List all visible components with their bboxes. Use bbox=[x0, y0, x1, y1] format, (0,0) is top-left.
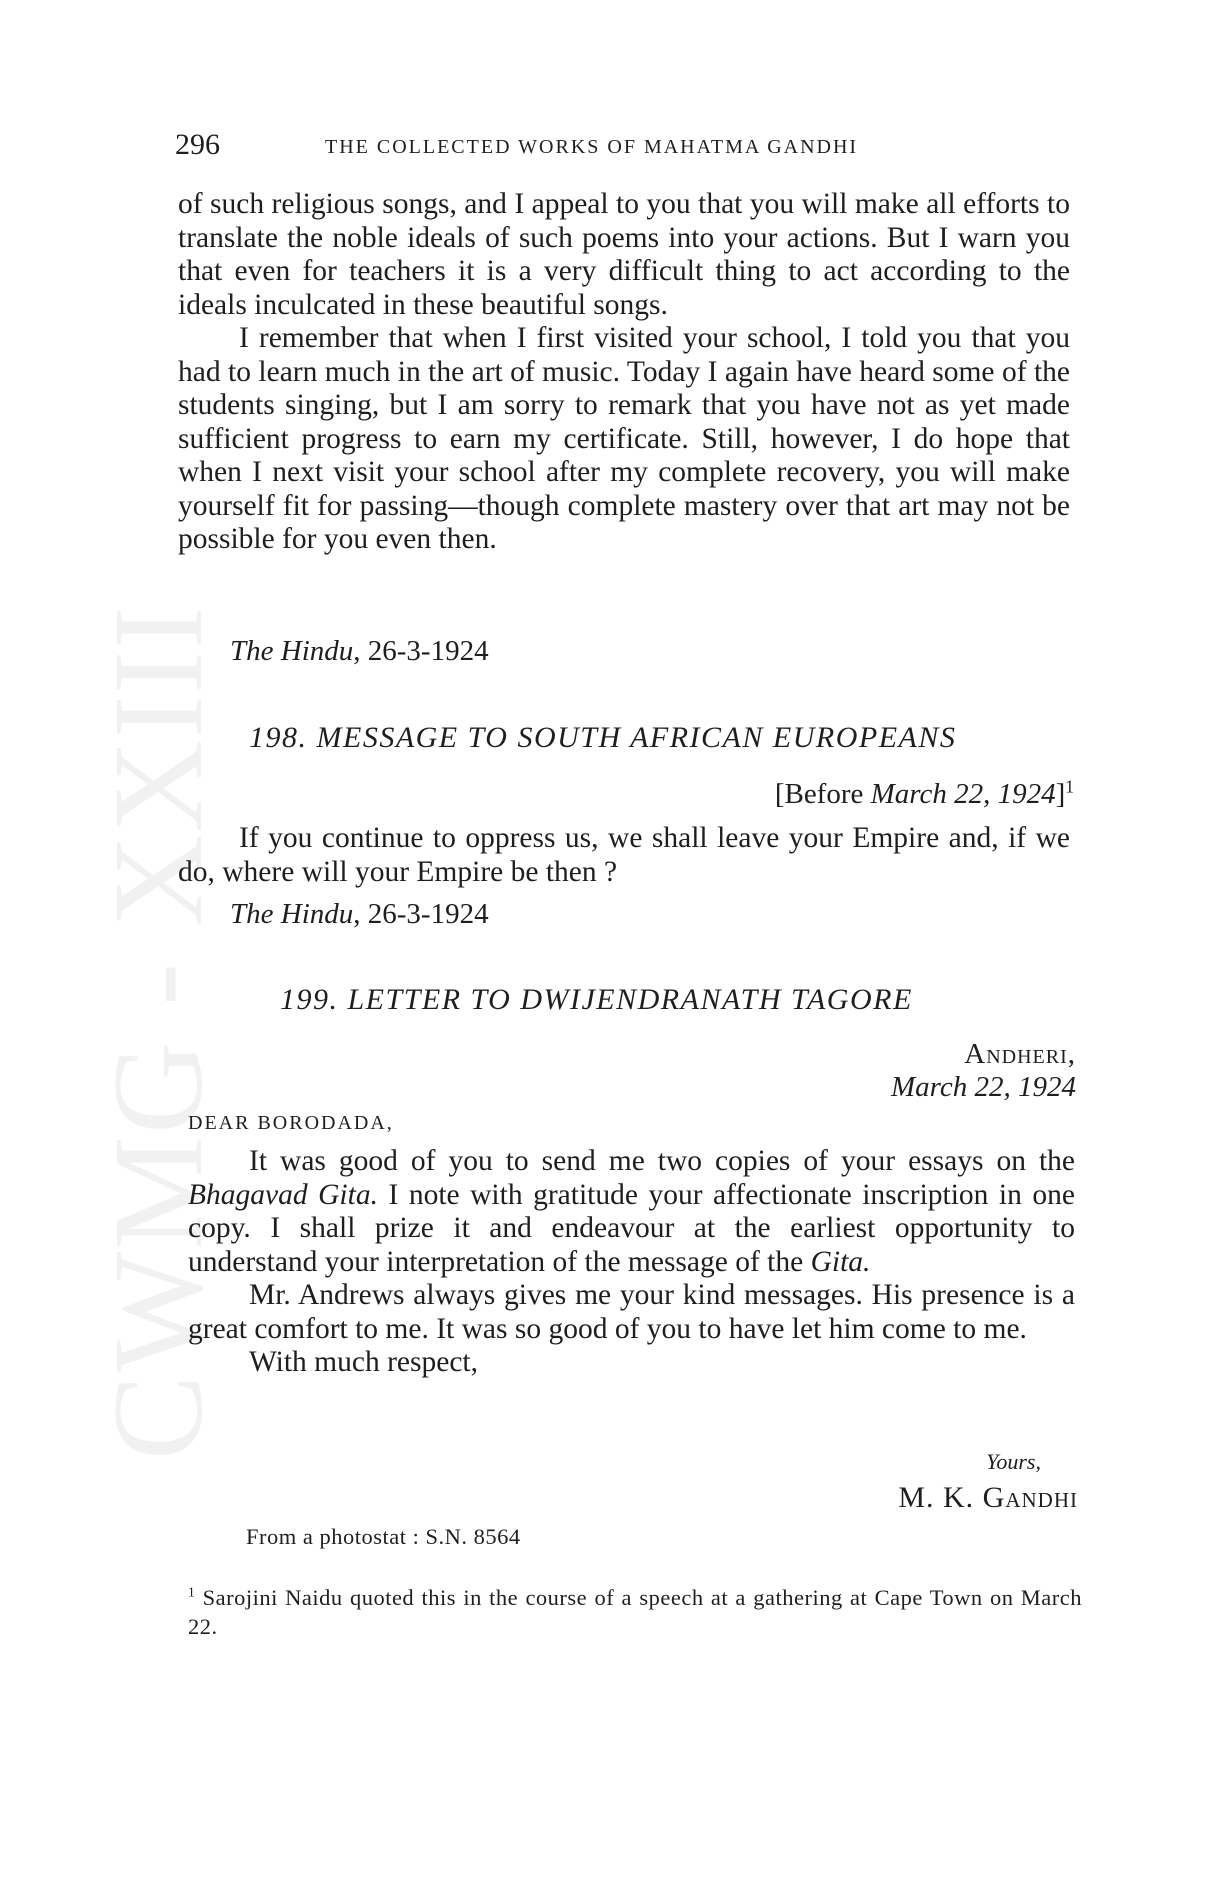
watermark: CWMG - XXIII bbox=[87, 604, 229, 1460]
section-198-body: If you continue to oppress us, we shall leave your Empire and, if we do, where will your Empire be then ? bbox=[178, 822, 1070, 888]
letter-source: From a photostat : S.N. 8564 bbox=[246, 1524, 521, 1549]
letter-place: Andheri, bbox=[964, 1038, 1076, 1070]
book-title: Bhagavad Gita. bbox=[188, 1178, 378, 1211]
section-heading: 199. LETTER TO DWIJENDRANATH TAGORE bbox=[280, 983, 913, 1016]
letter-signature: M. K. Gandhi bbox=[898, 1481, 1078, 1514]
letter-body bbox=[188, 1145, 1075, 1380]
text-run: I note with gratitude your affectionate inscription in one copy. I shall prize it and endeavour at the earliest opportunity to understand your interpretation of the message of the bbox=[188, 1178, 1075, 1278]
source-date: , 26-3-1924 bbox=[353, 635, 489, 667]
section-197-body bbox=[178, 188, 1070, 557]
source-citation bbox=[230, 635, 489, 668]
paragraph: Mr. Andrews always gives me your kind messages. His presence is a great comfort to me. It was so good of you to have let him come to me. bbox=[188, 1279, 1075, 1345]
letter-date: March 22, 1924 bbox=[891, 1071, 1076, 1103]
letter-salutation: DEAR BORODADA, bbox=[188, 1112, 394, 1134]
paragraph bbox=[188, 1145, 1075, 1279]
letter-yours: Yours, bbox=[986, 1449, 1041, 1474]
book-title: Gita. bbox=[810, 1245, 871, 1278]
section-date bbox=[775, 778, 1074, 811]
footnote-text: Sarojini Naidu quoted this in the course of a speech at a gathering at Cape Town on March 22. bbox=[188, 1585, 1082, 1639]
date-prefix: [Before bbox=[774, 778, 871, 810]
text-run: It was good of you to send me two copies of your essays on the bbox=[249, 1145, 1075, 1177]
page-number: 296 bbox=[175, 128, 220, 161]
paragraph: I remember that when I first visited your school, I told you that you had to learn much in the art of music. Today I again have heard some of the students singing, but I am sorry to remark that you have not as yet made sufficient progress to earn my certificate. Still, however, I do hope that when I next visit your school after my complete recovery, you will make yourself fit for passing—though complete mastery over that art may not be possible for you even then. bbox=[178, 322, 1070, 555]
paragraph: of such religious songs, and I appeal to you that you will make all efforts to translate the noble ideals of such poems into your actions. But I warn you that even for teachers it is a very difficult thing to act according to the ideals inculcated in these beautiful songs. bbox=[178, 188, 1070, 321]
section-heading: 198. MESSAGE TO SOUTH AFRICAN EUROPEANS bbox=[249, 721, 957, 754]
source-paper: The Hindu bbox=[230, 898, 354, 930]
footnote-marker: 1 bbox=[1065, 776, 1074, 797]
letter-closing: With much respect, bbox=[249, 1346, 478, 1378]
footnote-number: 1 bbox=[188, 1584, 196, 1600]
source-date: , 26-3-1924 bbox=[353, 898, 489, 930]
source-paper: The Hindu bbox=[230, 635, 354, 667]
footnote bbox=[188, 1583, 1082, 1641]
date-suffix: ] bbox=[1055, 778, 1066, 810]
source-citation bbox=[230, 898, 489, 931]
date-italic: March 22, 1924 bbox=[870, 778, 1056, 810]
running-title: THE COLLECTED WORKS OF MAHATMA GANDHI bbox=[325, 136, 859, 158]
